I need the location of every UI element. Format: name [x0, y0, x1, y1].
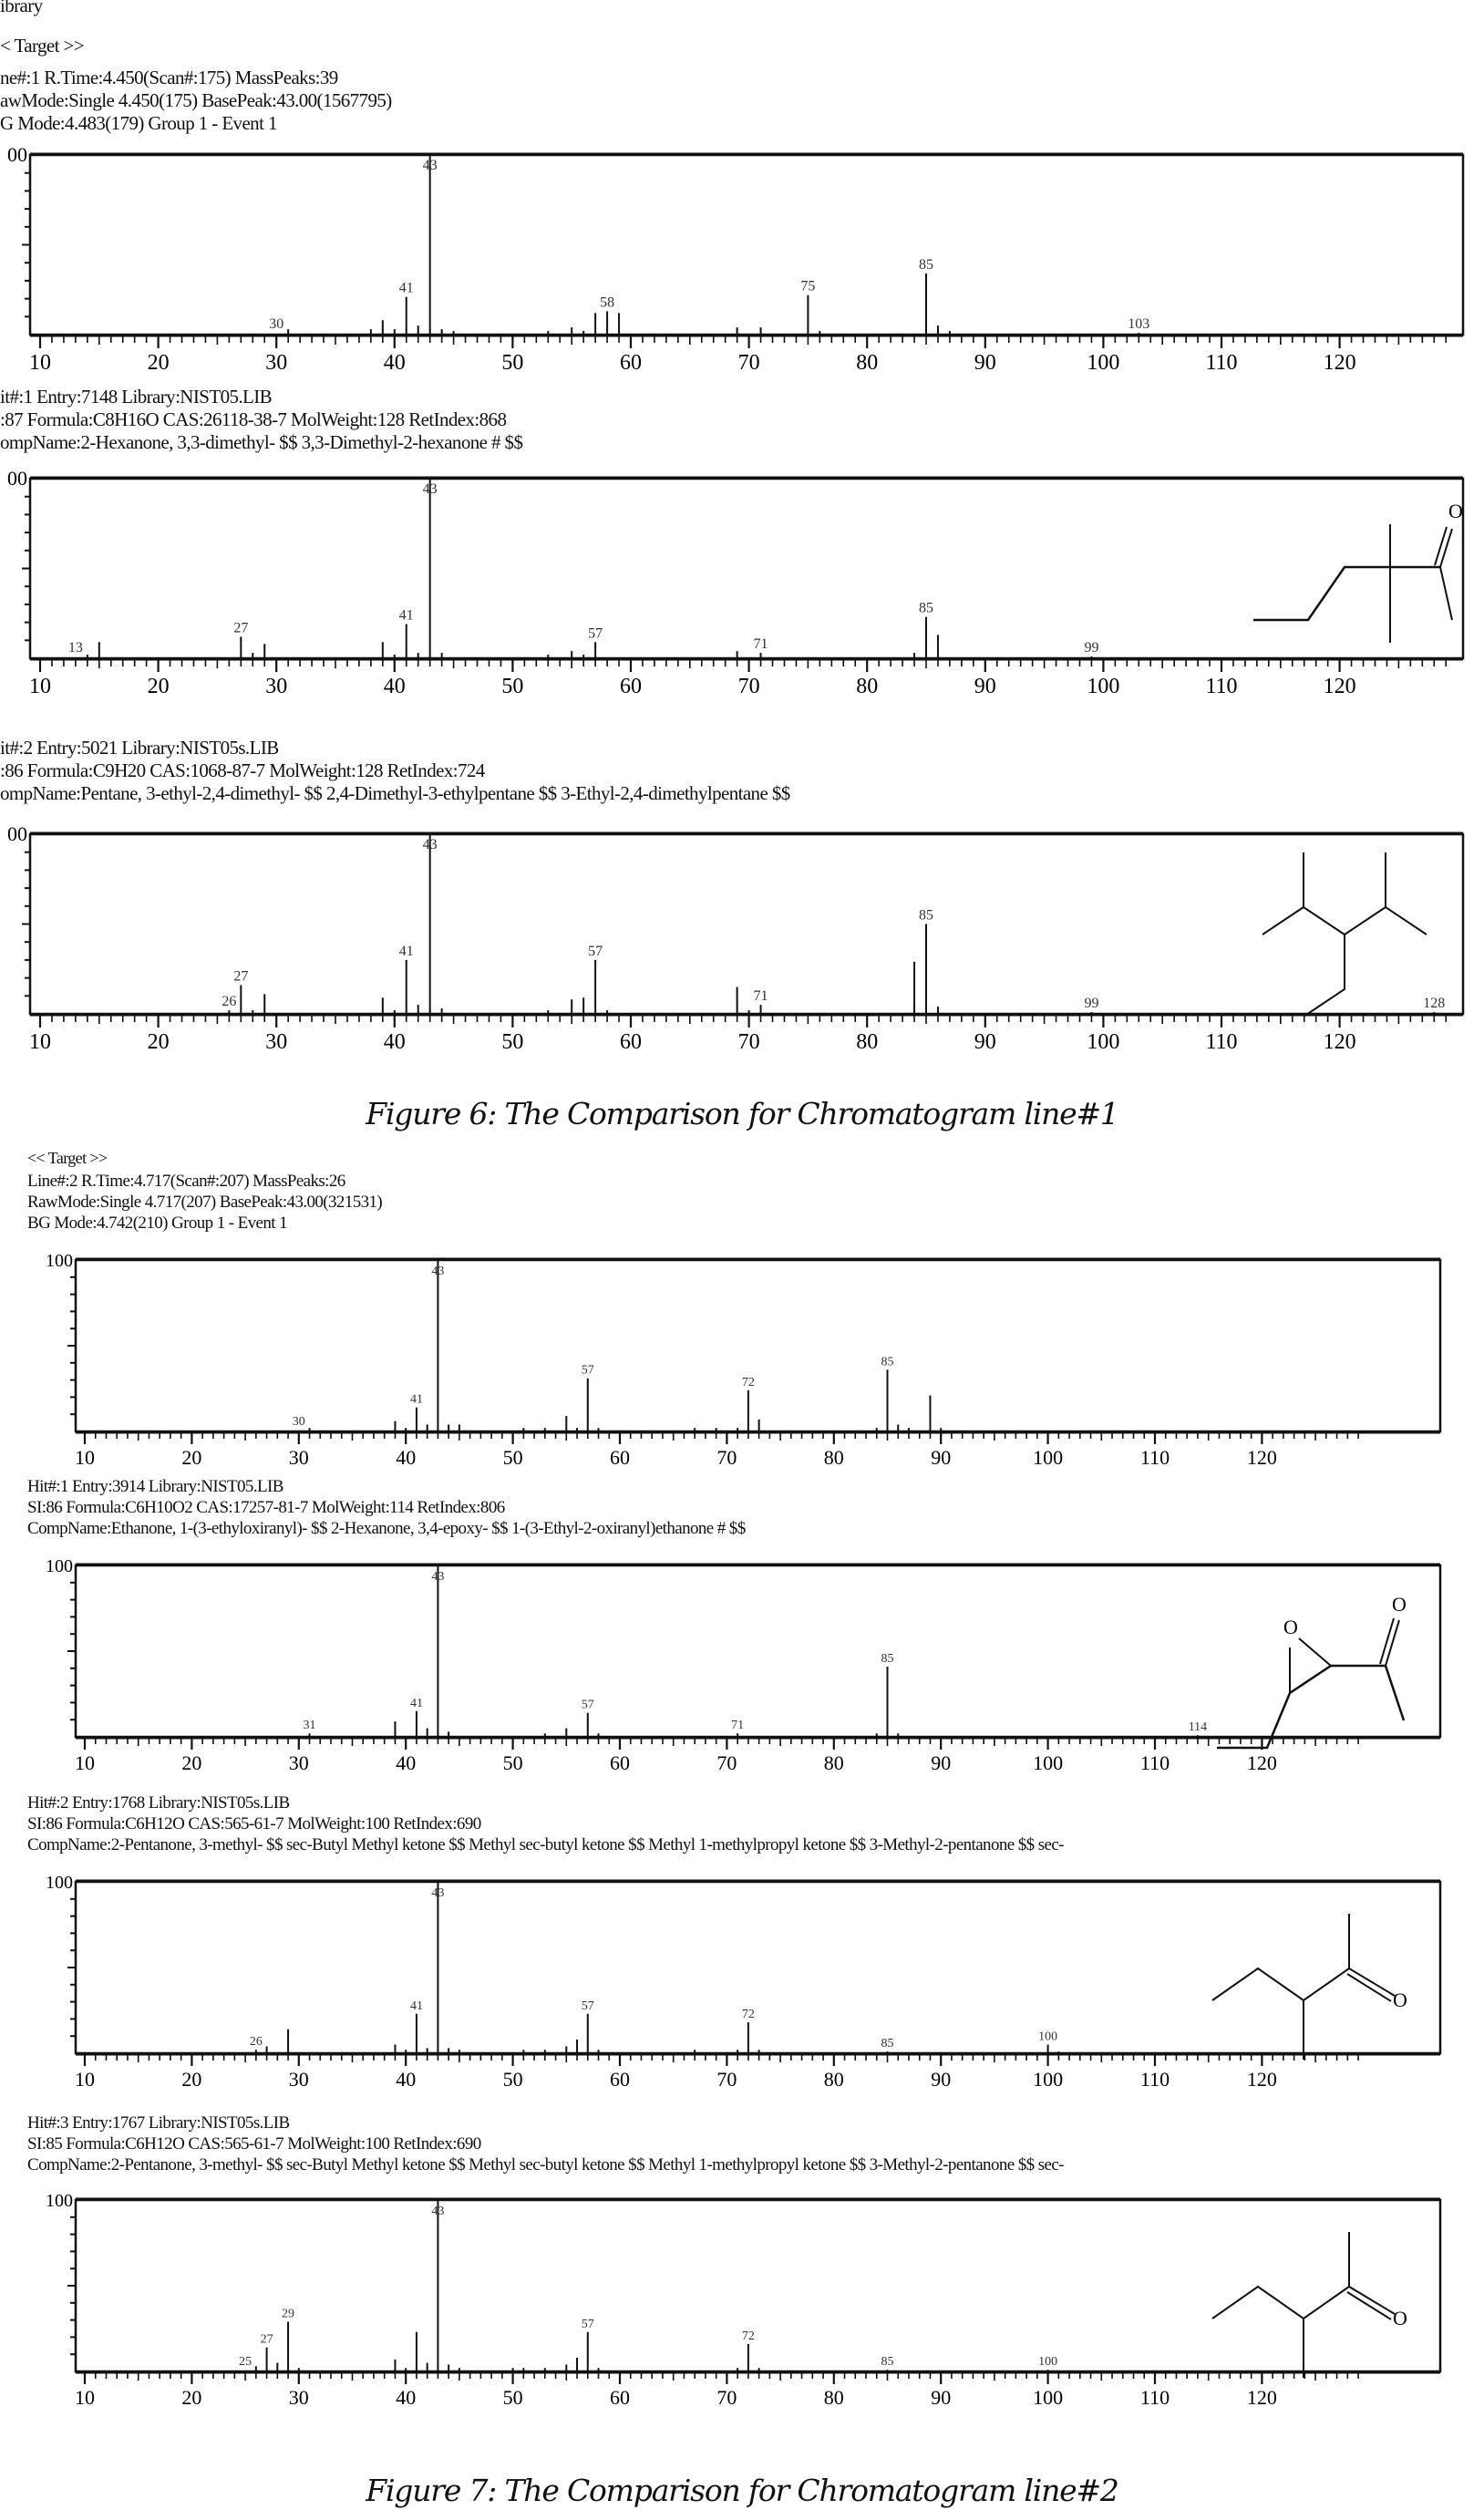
peak-label: 43	[431, 1570, 445, 1584]
y-axis-max-label: 100	[46, 1556, 73, 1576]
mass-spectrum-plot	[0, 137, 1484, 374]
peak-label: 72	[741, 2008, 755, 2022]
peak-label: 103	[1128, 316, 1150, 333]
molecule-structure-icon	[1212, 2232, 1407, 2378]
x-tick-label: 50	[502, 2386, 523, 2409]
peak-label: 85	[881, 1651, 894, 1666]
peak-label: 99	[1084, 996, 1099, 1012]
target-header: << Target >>	[27, 1149, 108, 1167]
peak-label: 31	[303, 1719, 316, 1733]
target-info-line: BG Mode:4.742(210) Group 1 - Event 1	[27, 1214, 287, 1233]
peak-label: 72	[741, 1375, 755, 1389]
mass-spectrum-plot	[0, 1864, 1484, 2114]
x-tick-label: 40	[383, 675, 406, 698]
x-tick-label: 60	[620, 1030, 642, 1054]
peak-label: 41	[409, 1392, 423, 1407]
peak-label: 99	[1084, 640, 1099, 656]
plot-frame	[76, 2200, 1440, 2371]
peak-label: 85	[881, 2355, 894, 2370]
x-tick-label: 90	[931, 1751, 952, 1774]
x-tick-label: 90	[974, 1030, 996, 1054]
plot-frame	[76, 1882, 1440, 2053]
x-tick-label: 110	[1205, 351, 1238, 375]
x-tick-label: 80	[823, 1446, 844, 1469]
hit-info-line: SI:86 Formula:C6H10O2 CAS:17257-81-7 MolWeight:114 RetIndex:806	[27, 1498, 505, 1517]
peak-label: 29	[282, 2307, 295, 2321]
x-tick-label: 30	[288, 1446, 309, 1469]
peak-label: 41	[398, 943, 414, 959]
x-tick-label: 20	[181, 2068, 202, 2091]
plot-frame	[76, 1260, 1440, 1431]
x-tick-label: 10	[75, 2386, 95, 2409]
hit-info-line: ompName:2-Hexanone, 3,3-dimethyl- $$ 3,3-Dimethyl-2-hexanone # $$	[0, 431, 523, 453]
target-info-line: Line#:2 R.Time:4.717(Scan#:207) MassPeaks:26	[27, 1172, 345, 1191]
hit-info-line: CompName:2-Pentanone, 3-methyl- $$ sec-Butyl Methyl ketone $$ Methyl sec-butyl ketone $$ Methyl 1-methylpropyl ketone $$ 3-Methyl-2-pentanone $$ sec-	[27, 2155, 1064, 2174]
molecule-structure-icon	[1253, 500, 1463, 643]
hit-info-line: SI:85 Formula:C6H12O CAS:565-61-7 MolWeight:100 RetIndex:690	[27, 2134, 481, 2154]
x-tick-label: 20	[147, 351, 170, 375]
y-axis-max-label: 100	[46, 1873, 73, 1893]
peak-label: 43	[431, 1265, 445, 1278]
hit-info-line: ompName:Pentane, 3-ethyl-2,4-dimethyl- $$ 2,4-Dimethyl-3-ethylpentane $$ 3-Ethyl-2,4-dimethylpentane $$	[0, 782, 790, 804]
x-tick-label: 10	[29, 1030, 51, 1054]
peak-label: 43	[422, 837, 438, 852]
x-tick-label: 70	[716, 2386, 737, 2409]
peak-label: 41	[409, 1999, 423, 2013]
peak-label: 25	[239, 2355, 252, 2370]
x-tick-label: 100	[1087, 675, 1120, 698]
x-tick-label: 120	[1323, 675, 1356, 698]
mass-spectrum-plot	[0, 816, 1484, 1080]
peak-label: 41	[398, 607, 414, 624]
library-label-fragment: ibrary	[0, 0, 43, 16]
x-tick-label: 100	[1033, 1751, 1064, 1774]
x-tick-label: 10	[75, 1446, 95, 1469]
x-tick-label: 60	[610, 1751, 630, 1774]
peak-label: 100	[1038, 2355, 1058, 2370]
peak-label: 43	[422, 158, 438, 173]
x-tick-label: 50	[501, 1030, 524, 1054]
peak-label: 85	[919, 600, 933, 616]
svg-text:O: O	[1283, 1616, 1298, 1638]
x-tick-label: 80	[856, 351, 879, 375]
x-tick-label: 30	[265, 351, 288, 375]
x-tick-label: 20	[181, 1446, 202, 1469]
x-tick-label: 70	[716, 1446, 737, 1469]
x-tick-label: 40	[396, 2386, 417, 2409]
peak-label: 13	[67, 640, 83, 656]
x-tick-label: 120	[1246, 1751, 1277, 1774]
x-tick-label: 90	[931, 2068, 952, 2091]
x-tick-label: 30	[288, 1751, 309, 1774]
peak-label: 128	[1423, 996, 1446, 1012]
peak-label: 100	[1038, 2030, 1058, 2044]
x-tick-label: 10	[29, 351, 51, 375]
hit-info-line: :86 Formula:C9H20 CAS:1068-87-7 MolWeight:128 RetIndex:724	[0, 759, 485, 781]
peak-label: 57	[581, 2317, 594, 2331]
x-tick-label: 20	[181, 1751, 202, 1774]
x-tick-label: 80	[823, 2068, 844, 2091]
peak-label: 85	[919, 907, 933, 924]
x-tick-label: 70	[716, 1751, 737, 1774]
hit-info-line: it#:2 Entry:5021 Library:NIST05s.LIB	[0, 737, 279, 759]
x-tick-label: 60	[610, 2068, 630, 2091]
x-tick-label: 70	[737, 351, 760, 375]
x-tick-label: 110	[1205, 675, 1238, 698]
peak-label: 41	[409, 1696, 423, 1710]
hit-info-line: CompName:Ethanone, 1-(3-ethyloxiranyl)- $$ 2-Hexanone, 3,4-epoxy- $$ 1-(3-Ethyl-2-oxiranyl)ethanone # $$	[27, 1519, 746, 1538]
peak-label: 57	[588, 943, 603, 959]
peak-label: 26	[249, 2035, 263, 2050]
mass-spectrum-plot	[0, 2182, 1484, 2433]
molecule-structure-icon	[1212, 1914, 1407, 2060]
peak-label: 26	[222, 994, 237, 1010]
target-info-line: ne#:1 R.Time:4.450(Scan#:175) MassPeaks:39	[0, 67, 338, 88]
x-tick-label: 30	[288, 2068, 309, 2091]
svg-text:O: O	[1392, 1593, 1407, 1616]
plot-frame	[30, 834, 1463, 1014]
x-tick-label: 70	[737, 1030, 760, 1054]
x-tick-label: 100	[1033, 1446, 1064, 1469]
x-tick-label: 120	[1246, 2068, 1277, 2091]
svg-text:O: O	[1393, 2307, 1407, 2329]
x-tick-label: 50	[502, 1446, 523, 1469]
peak-label: 75	[800, 278, 816, 294]
x-tick-label: 30	[265, 675, 288, 698]
x-tick-label: 110	[1139, 1751, 1170, 1774]
x-tick-label: 70	[737, 675, 760, 698]
peak-label: 41	[398, 280, 414, 296]
hit-info-line: Hit#:3 Entry:1767 Library:NIST05s.LIB	[27, 2113, 290, 2133]
plot-frame	[76, 1565, 1440, 1737]
target-header: < Target >>	[0, 35, 85, 57]
x-tick-label: 10	[75, 2068, 95, 2091]
x-tick-label: 100	[1033, 2068, 1064, 2091]
peak-label: 72	[741, 2329, 755, 2343]
x-tick-label: 20	[147, 675, 170, 698]
x-tick-label: 40	[396, 1446, 417, 1469]
molecule-structure-icon	[1217, 1593, 1407, 1748]
peak-label: 30	[292, 1415, 305, 1430]
x-tick-label: 100	[1033, 2386, 1064, 2409]
peak-label: 85	[919, 257, 933, 274]
hit-info-line: Hit#:2 Entry:1768 Library:NIST05s.LIB	[27, 1793, 290, 1813]
hit-info-line: :87 Formula:C8H16O CAS:26118-38-7 MolWeight:128 RetIndex:868	[0, 408, 507, 430]
mass-spectrum-plot	[0, 1547, 1484, 1798]
x-tick-label: 50	[502, 1751, 523, 1774]
hit-info-line: CompName:2-Pentanone, 3-methyl- $$ sec-Butyl Methyl ketone $$ Methyl sec-butyl ketone $$ Methyl 1-methylpropyl ketone $$ 3-Methyl-2-pentanone $$ sec-	[27, 1835, 1064, 1854]
mass-spectrum-plot	[0, 460, 1484, 725]
target-info-line: RawMode:Single 4.717(207) BasePeak:43.00(321531)	[27, 1193, 383, 1212]
x-tick-label: 100	[1087, 351, 1120, 375]
x-tick-label: 40	[383, 351, 406, 375]
peak-label: 27	[233, 968, 249, 985]
hit-info-line: Hit#:1 Entry:3914 Library:NIST05.LIB	[27, 1477, 283, 1496]
y-axis-max-label: 100	[46, 2191, 73, 2211]
peak-label: 85	[881, 1355, 894, 1369]
peak-label: 27	[260, 2332, 273, 2347]
x-tick-label: 40	[396, 1751, 417, 1774]
x-tick-label: 110	[1205, 1030, 1238, 1054]
x-tick-label: 110	[1139, 1446, 1170, 1469]
target-info-line: awMode:Single 4.450(175) BasePeak:43.00(1567795)	[0, 89, 392, 111]
x-tick-label: 10	[75, 1751, 95, 1774]
mass-spectrum-plot	[0, 1242, 1484, 1479]
peak-label: 43	[431, 2205, 445, 2218]
figure-caption: Figure 6: The Comparison for Chromatogram line#1	[366, 1096, 1118, 1131]
svg-text:O: O	[1448, 500, 1463, 522]
x-tick-label: 10	[29, 675, 51, 698]
x-tick-label: 60	[620, 351, 642, 375]
x-tick-label: 80	[823, 2386, 844, 2409]
peak-label: 30	[269, 316, 284, 333]
peak-label: 114	[1188, 1720, 1208, 1735]
x-tick-label: 60	[620, 675, 642, 698]
y-axis-max-label: 100	[46, 1251, 73, 1271]
x-tick-label: 90	[974, 351, 996, 375]
x-tick-label: 110	[1139, 2386, 1170, 2409]
y-axis-max-label: 00	[7, 467, 27, 490]
x-tick-label: 30	[288, 2386, 309, 2409]
x-tick-label: 50	[501, 675, 524, 698]
x-tick-label: 70	[716, 2068, 737, 2091]
peak-label: 71	[753, 988, 768, 1005]
x-tick-label: 30	[265, 1030, 288, 1054]
x-tick-label: 40	[396, 2068, 417, 2091]
x-tick-label: 60	[610, 1446, 630, 1469]
peak-label: 57	[581, 1363, 594, 1378]
peak-label: 43	[422, 481, 438, 497]
x-tick-label: 120	[1323, 351, 1356, 375]
x-tick-label: 120	[1246, 1446, 1277, 1469]
x-tick-label: 120	[1323, 1030, 1356, 1054]
x-tick-label: 60	[610, 2386, 630, 2409]
peak-label: 27	[233, 620, 249, 636]
x-tick-label: 80	[856, 1030, 879, 1054]
peak-label: 57	[581, 1999, 594, 2013]
plot-frame	[30, 155, 1463, 335]
x-tick-label: 90	[974, 675, 996, 698]
figure-caption: Figure 7: The Comparison for Chromatogram line#2	[366, 2473, 1118, 2508]
x-tick-label: 100	[1087, 1030, 1120, 1054]
peak-label: 71	[753, 636, 768, 653]
x-tick-label: 90	[931, 1446, 952, 1469]
peak-label: 71	[731, 1719, 745, 1733]
peak-label: 57	[588, 625, 603, 642]
peak-label: 43	[431, 1886, 445, 1900]
x-tick-label: 90	[931, 2386, 952, 2409]
molecule-structure-icon	[1262, 852, 1427, 1017]
peak-label: 58	[600, 294, 615, 311]
x-tick-label: 20	[181, 2386, 202, 2409]
peak-label: 57	[581, 1698, 594, 1712]
y-axis-max-label: 00	[7, 822, 27, 845]
target-info-line: G Mode:4.483(179) Group 1 - Event 1	[0, 112, 277, 134]
x-tick-label: 80	[823, 1751, 844, 1774]
x-tick-label: 50	[502, 2068, 523, 2091]
hit-info-line: it#:1 Entry:7148 Library:NIST05.LIB	[0, 386, 273, 408]
y-axis-max-label: 00	[7, 143, 27, 166]
x-tick-label: 40	[383, 1030, 406, 1054]
hit-info-line: SI:86 Formula:C6H12O CAS:565-61-7 MolWeight:100 RetIndex:690	[27, 1814, 481, 1833]
x-tick-label: 120	[1246, 2386, 1277, 2409]
x-tick-label: 50	[501, 351, 524, 375]
x-tick-label: 80	[856, 675, 879, 698]
peak-label: 85	[881, 2037, 894, 2051]
svg-text:O: O	[1393, 1988, 1407, 2011]
x-tick-label: 20	[147, 1030, 170, 1054]
x-tick-label: 110	[1139, 2068, 1170, 2091]
